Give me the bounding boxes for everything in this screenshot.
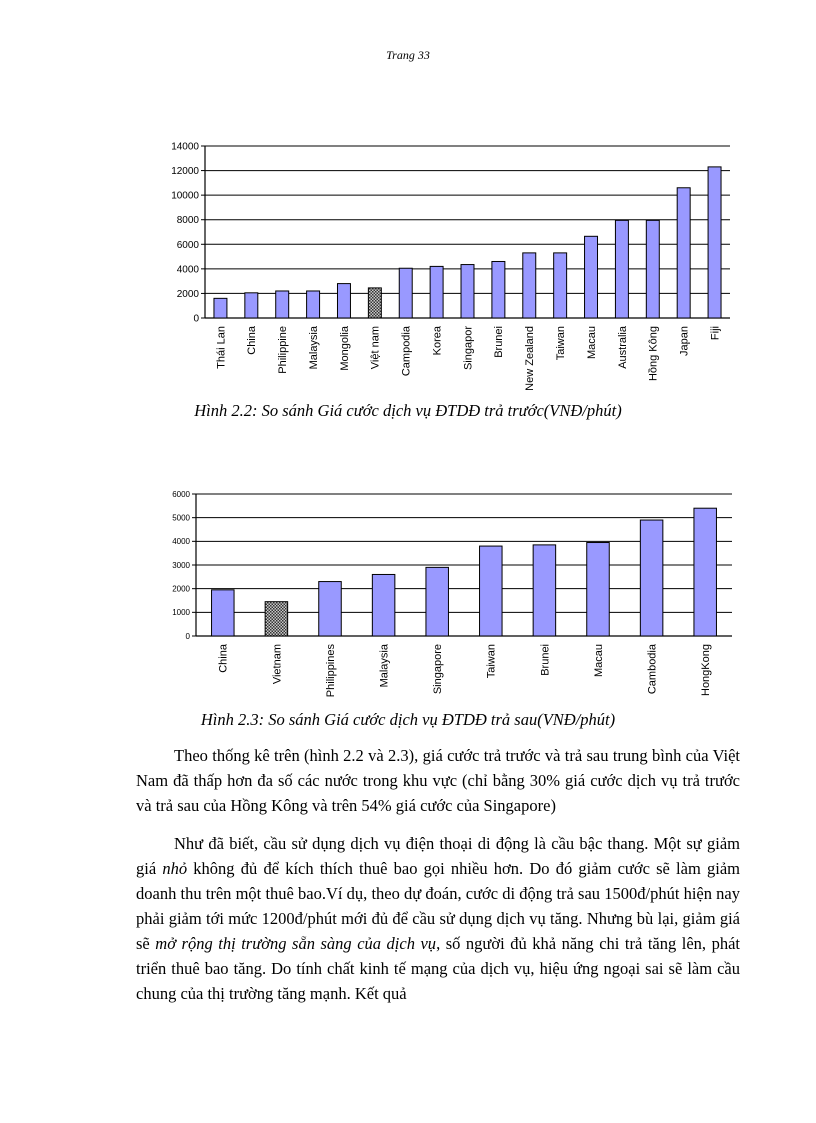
chart-0-y-tick-label: 4000 — [176, 264, 199, 276]
chart-0-bar — [708, 167, 721, 318]
chart-0-x-tick-label: Macau — [585, 326, 598, 360]
chart-0-bar — [337, 284, 350, 318]
chart-0-bar — [368, 288, 381, 318]
figure-caption-2-2: Hình 2.2: So sánh Giá cước dịch vụ ĐTDĐ trả trước(VNĐ/phút) — [194, 401, 622, 420]
chart-0-x-tick-label: Brunei — [493, 326, 506, 358]
chart-0-bar — [492, 261, 505, 318]
chart-1-x-tick-label: Vietnam — [271, 644, 284, 685]
chart-1-bar — [587, 543, 610, 636]
chart-1-x-tick-label: China — [217, 644, 230, 673]
chart-0-bar — [245, 293, 258, 318]
chart-0-y-tick-label: 14000 — [171, 141, 199, 153]
chart-1-bar — [265, 602, 288, 636]
chart-0-x-tick-label: New Zealand — [524, 326, 537, 391]
chart-1-x-tick-label: Singapore — [432, 644, 445, 695]
chart-0-bar — [461, 265, 474, 318]
chart-0-y-tick-label: 12000 — [171, 166, 199, 178]
chart-1-bar — [480, 546, 503, 636]
chart-1-x-tick-label: Brunei — [539, 644, 552, 676]
figure-caption-2-3: Hình 2.3: So sánh Giá cước dịch vụ ĐTDĐ trả sau(VNĐ/phút) — [200, 710, 616, 729]
chart-0-bar — [646, 220, 659, 318]
chart-1-y-tick-label: 3000 — [172, 560, 190, 570]
chart-1-bar — [372, 574, 395, 636]
chart-1-x-tick-label: Cambodia — [646, 644, 659, 695]
paragraph-2-text-e: , số người đủ khả năng chi trả tăng lên, phát triển thuê bao tăng. Do tính chất kinh tế mạng của dịch vụ, hiệu ứng ngoại sai sẽ làm cầu chung của thị trường tăng mạnh. Kết quả — [136, 934, 740, 1003]
chart-1-x-tick-label: Malaysia — [378, 644, 391, 688]
chart-1-y-tick-label: 4000 — [172, 537, 190, 547]
paragraph-2-text-a: Như đã biết, cầu sử dụng dịch vụ điện thoại di động là cầu bậc thang. Một sự giảm giá — [136, 834, 740, 878]
chart-1-y-tick-label: 5000 — [172, 513, 190, 523]
chart-1-x-tick-label: Macau — [592, 644, 605, 678]
chart-0-bar — [677, 188, 690, 318]
chart-0-x-tick-label: Malaysia — [307, 326, 320, 370]
chart-0-y-tick-label: 8000 — [176, 215, 199, 227]
chart-0-bar — [430, 266, 443, 318]
chart-0-y-tick-label: 6000 — [176, 239, 199, 251]
chart-0-x-tick-label: China — [246, 326, 259, 355]
chart-0-x-tick-label: Campodia — [400, 326, 413, 377]
chart-0-bar — [214, 298, 227, 318]
chart-0-bar — [523, 253, 536, 318]
chart-0-bar — [615, 220, 628, 318]
chart-0-x-tick-label: Mongolia — [338, 326, 351, 371]
chart-1-x-tick-label: Philippines — [324, 644, 337, 698]
chart-1-y-tick-label: 2000 — [172, 584, 190, 594]
chart-0-bar — [585, 236, 598, 318]
chart-0-x-tick-label: Fiji — [709, 326, 722, 341]
chart-0-bar — [554, 253, 567, 318]
chart-0-y-tick-label: 2000 — [176, 288, 199, 300]
chart-1-bar — [426, 567, 449, 636]
chart-0-x-tick-label: Japan — [678, 326, 691, 356]
paragraph-2 — [136, 831, 740, 1006]
chart-0-x-tick-label: Philippine — [277, 326, 290, 374]
chart-1-bar — [319, 582, 342, 636]
chart-1-x-tick-label: Taiwan — [485, 644, 498, 679]
chart-0-bar — [399, 268, 412, 318]
chart-0-y-tick-label: 0 — [193, 313, 199, 325]
chart-1-y-tick-label: 1000 — [172, 608, 190, 618]
postpaid-price-chart — [0, 485, 816, 705]
chart-1-bar — [694, 508, 717, 636]
chart-0-x-tick-label: Taiwan — [554, 326, 567, 361]
chart-0-x-tick-label: Thái Lan — [215, 326, 228, 369]
paragraph-2-emphasis-small: nhỏ — [162, 859, 188, 878]
chart-0-y-tick-label: 10000 — [171, 190, 199, 202]
chart-0-x-tick-label: Việt nam — [369, 326, 382, 370]
chart-1-y-tick-label: 6000 — [172, 489, 190, 499]
chart-0-x-tick-label: Singapor — [462, 325, 475, 371]
chart-1-bar — [640, 520, 663, 636]
prepaid-price-chart — [0, 138, 816, 391]
chart-1-bar — [533, 545, 556, 636]
paragraph-2-text-c: không đủ để kích thích thuê bao gọi nhiều hơn. Do đó giảm cước sẽ làm giảm doanh thu trên một thuê bao.Ví dụ, theo dự đoán, cước di động trả sau 1500đ/phút hiện nay phải giảm tới mức 1200đ/phút mới đủ để cầu sử dụng dịch vụ tăng. Nhưng bù lại, giảm giá sẽ — [136, 859, 740, 953]
chart-0-bar — [276, 291, 289, 318]
chart-0-x-tick-label: Korea — [431, 326, 444, 356]
chart-1-bar — [212, 590, 235, 636]
paragraph-1: Theo thống kê trên (hình 2.2 và 2.3), giá cước trả trước và trả sau trung bình của Việt Nam đã thấp hơn đa số các nước trong khu vực (chỉ bằng 30% giá cước dịch vụ trả trước và trả sau của Hồng Kông và trên 54% giá cước của Singapore) — [136, 746, 740, 815]
chart-1-x-tick-label: HongKong — [700, 644, 713, 696]
chart-0-x-tick-label: Australia — [616, 326, 629, 369]
chart-0-x-tick-label: Hồng Kông — [647, 326, 660, 382]
page-header: Trang 33 — [386, 48, 430, 62]
chart-1-y-tick-label: 0 — [185, 631, 190, 641]
chart-0-bar — [307, 291, 320, 318]
paragraph-2-emphasis-market: mở rộng thị trường sẵn sàng của dịch vụ — [155, 934, 437, 953]
